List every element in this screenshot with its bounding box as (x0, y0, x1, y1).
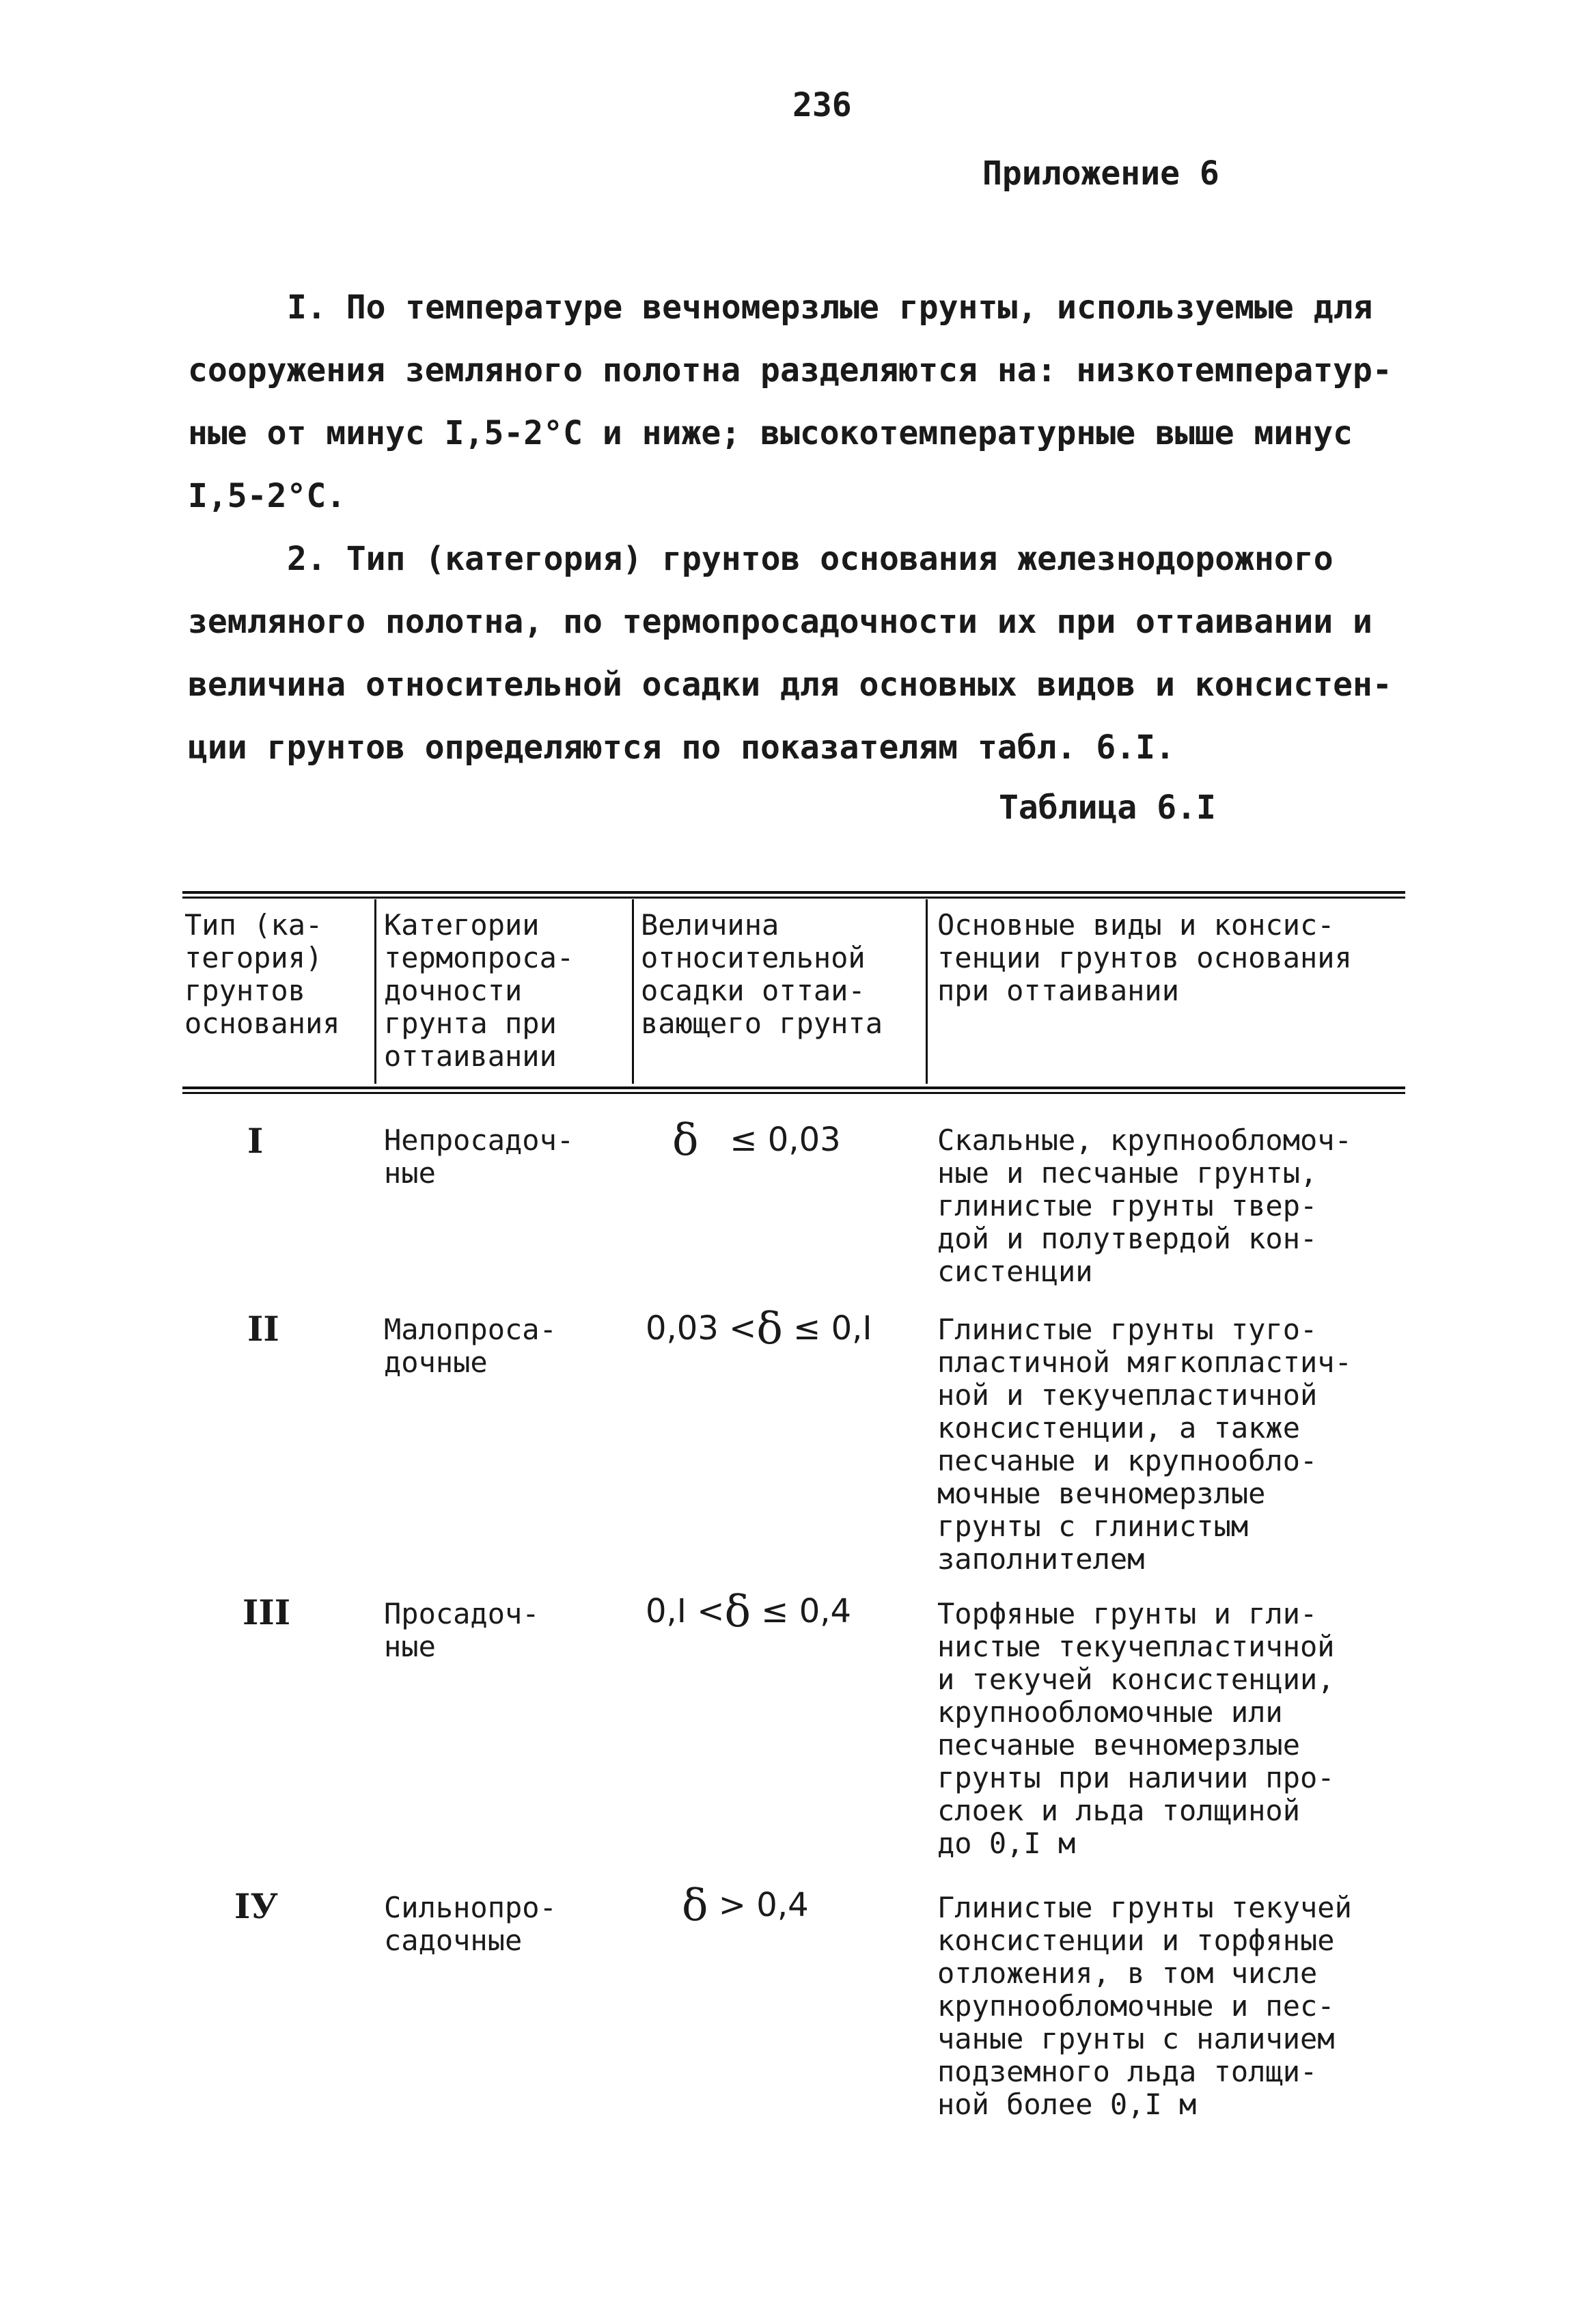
row-category: Сильнопро- садочные (384, 1891, 557, 1957)
row-category: Непросадоч- ные (384, 1123, 575, 1190)
header-soil-types: Основные виды и консис- тенции грунтов основания при оттаивании (937, 908, 1352, 1007)
header-settlement: Величина относительной осадки оттаи- вающего грунта (641, 908, 883, 1040)
paragraph-1-line: ные от минус I,5-2°С и ниже; высокотемпературные выше минус (188, 414, 1353, 452)
delta-symbol: δ (724, 1587, 751, 1637)
row-description: Торфяные грунты и гли- нистые текучепластичной и текучей консистенции, крупнообломочные или песчаные вечномерзлые грунты при наличии про- слоек и льда толщиной до 0,I м (937, 1597, 1335, 1860)
row-formula: 0,03 <δ ≤ 0,I (646, 1304, 872, 1354)
paragraph-2-line: 2. Тип (категория) грунтов основания железнодорожного (287, 540, 1334, 578)
paragraph-1-line: сооружения земляного полотна разделяются на: низкотемператур- (188, 351, 1392, 389)
table-top-rule (182, 897, 1405, 899)
table-top-rule (182, 891, 1405, 894)
row-type: II (247, 1309, 279, 1349)
column-divider (374, 899, 376, 1084)
row-type: IУ (234, 1886, 278, 1926)
column-divider (632, 899, 634, 1084)
delta-symbol: δ (682, 1881, 708, 1931)
row-formula: δ > 0,4 (682, 1881, 809, 1931)
paragraph-2-line: ции грунтов определяются по показателям табл. 6.I. (188, 728, 1175, 767)
table-title: Таблица 6.I (999, 789, 1216, 827)
row-type: III (243, 1592, 291, 1632)
row-category: Просадоч- ные (384, 1597, 540, 1663)
table-header-rule (182, 1092, 1405, 1094)
row-formula: δ ≤ 0,03 (672, 1115, 841, 1166)
row-formula: 0,I <δ ≤ 0,4 (646, 1587, 852, 1637)
row-description: Скальные, крупнообломоч- ные и песчаные грунты, глинистые грунты твер- дой и полутвердой кон- систенции (937, 1123, 1352, 1288)
row-description: Глинистые грунты туго- пластичной мягкопластич- ной и текучепластичной консистенции, а также песчаные и крупнообло- мочные вечномерзлые грунты с глинистым заполнителем (937, 1313, 1352, 1576)
table-header-rule (182, 1086, 1405, 1089)
delta-symbol: δ (672, 1115, 699, 1166)
appendix-title: Приложение 6 (982, 154, 1219, 193)
paragraph-1-line: I,5-2°С. (188, 477, 346, 515)
paragraph-2 (188, 528, 1418, 779)
delta-symbol: δ (756, 1304, 783, 1354)
row-description: Глинистые грунты текучей консистенции и торфяные отложения, в том числе крупнообломочные и пес- чаные грунты с наличием подземного льда толщи- ной более 0,I м (937, 1891, 1352, 2121)
paragraph-1-line: I. По температуре вечномерзлые грунты, используемые для (287, 288, 1373, 327)
row-type: I (247, 1121, 264, 1161)
paragraph-2-line: земляного полотна, по термопросадочности их при оттаивании и (188, 603, 1372, 641)
paragraph-2-line: величина относительной осадки для основных видов и консистен- (188, 666, 1392, 704)
row-category: Малопроса- дочные (384, 1313, 557, 1379)
header-type: Тип (ка- тегория) грунтов основания (184, 908, 340, 1040)
page-number: 236 (792, 86, 852, 124)
column-divider (926, 899, 928, 1084)
paragraph-1 (188, 276, 1418, 528)
header-category: Категории термопроса- дочности грунта при оттаивании (384, 908, 575, 1073)
